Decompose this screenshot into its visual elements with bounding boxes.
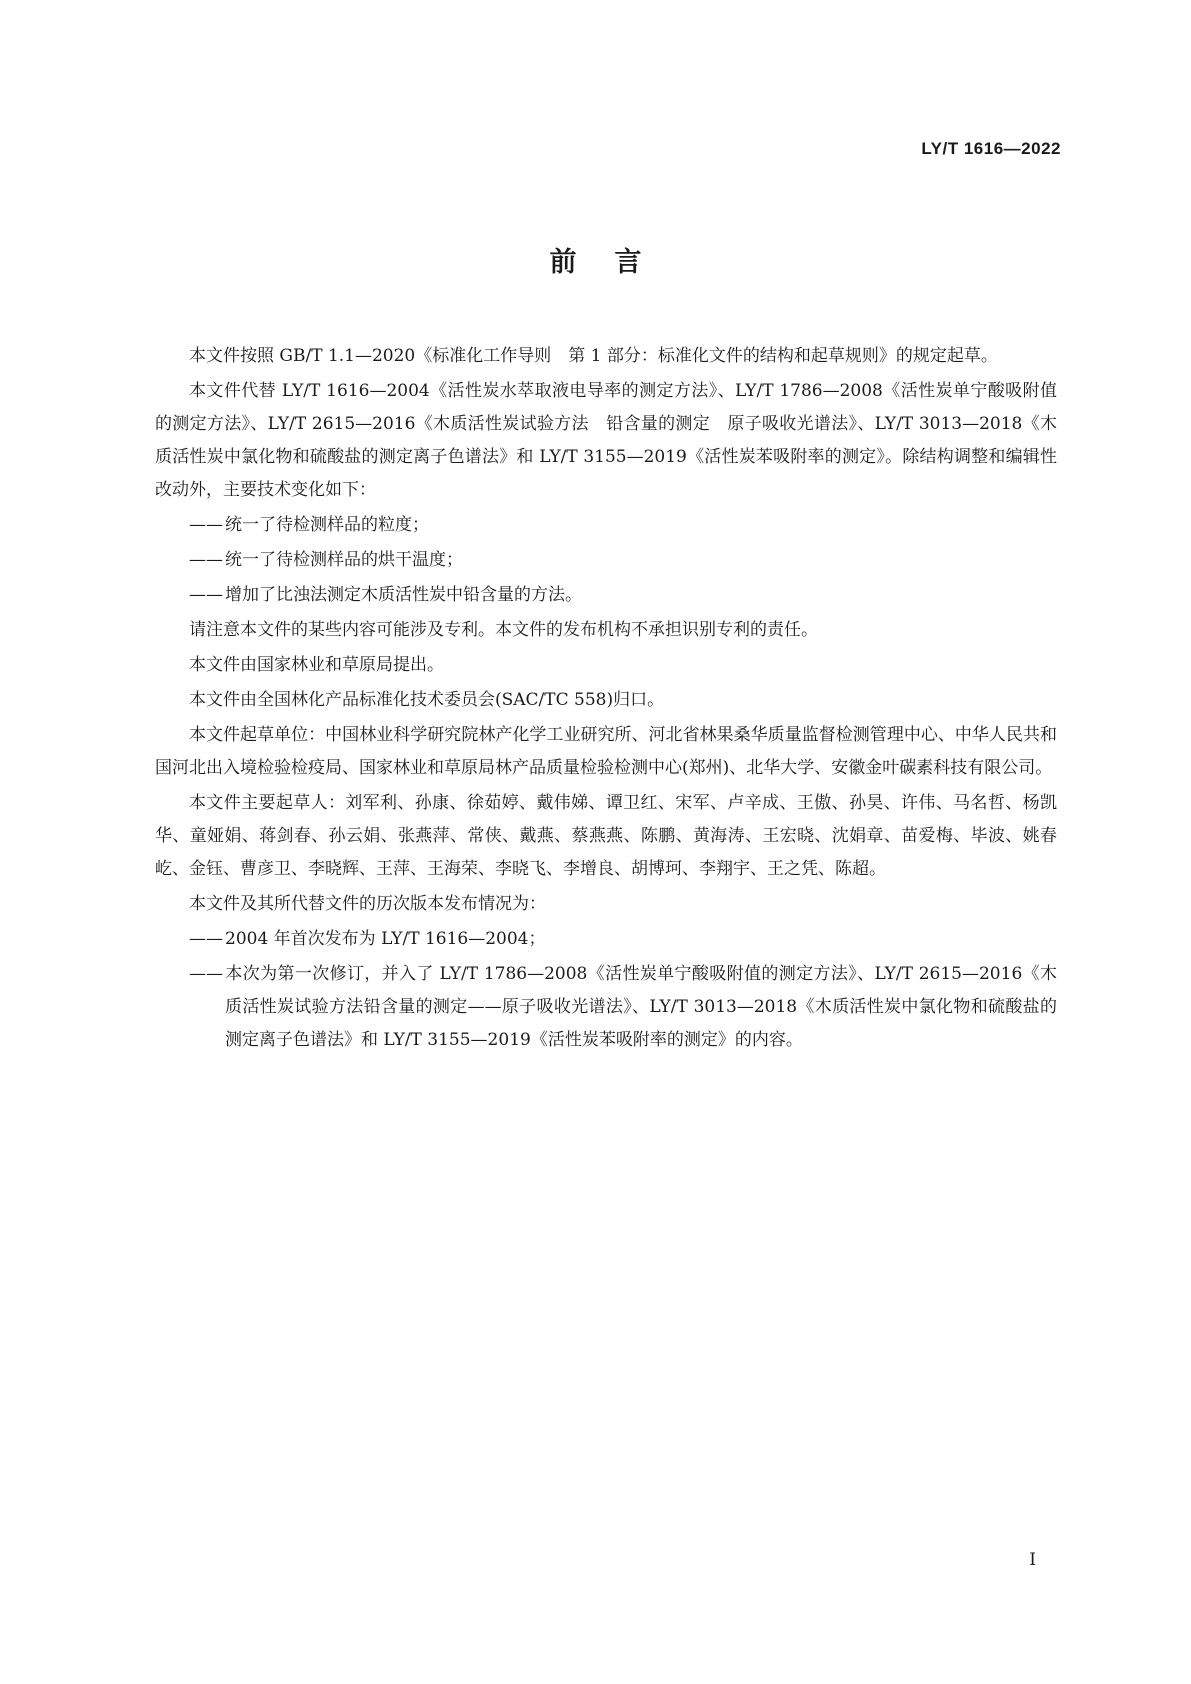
list-item-text: 统一了待检测样品的粒度； bbox=[225, 515, 429, 535]
paragraph-centralized-by: 本文件由全国林化产品标准化技术委员会(SAC/TC 558)归口。 bbox=[189, 690, 665, 710]
paragraph-proposed-by: 本文件由国家林业和草原局提出。 bbox=[189, 655, 444, 675]
paragraph-drafting-units: 本文件起草单位：中国林业科学研究院林产化学工业研究所、河北省林果桑华质量监督检测管理中心、中华人民共和国河北出入境检验检疫局、国家林业和草原局林产品质量检验检测中心(郑州)、北华大学、安徽金叶碳素科技有限公司。 bbox=[155, 725, 1057, 778]
dash-mark: —— bbox=[189, 929, 223, 949]
list-item-text: 增加了比浊法测定木质活性炭中铅含量的方法。 bbox=[225, 585, 582, 605]
preface-body bbox=[155, 340, 1057, 1059]
paragraph-patent-notice: 请注意本文件的某些内容可能涉及专利。本文件的发布机构不承担识别专利的责任。 bbox=[189, 620, 818, 640]
page-number: I bbox=[1029, 1550, 1036, 1570]
document-code: LY/T 1616—2022 bbox=[921, 139, 1061, 158]
dash-mark: —— bbox=[189, 585, 223, 605]
list-item-change bbox=[155, 509, 1057, 542]
dash-mark: —— bbox=[189, 550, 223, 570]
paragraph-drafting-rules: 本文件按照 GB/T 1.1—2020《标准化工作导则 第 1 部分：标准化文件的结构和起草规则》的规定起草。 bbox=[189, 346, 998, 366]
page-title: 前言 bbox=[549, 247, 680, 278]
list-item-history bbox=[155, 958, 1057, 1057]
paragraph-replaces: 本文件代替 LY/T 1616—2004《活性炭水萃取液电导率的测定方法》、LY/T 1786—2008《活性炭单宁酸吸附值的测定方法》、LY/T 2615—2016《木质活性炭试验方法 铅含量的测定 原子吸收光谱法》、LY/T 3013—2018《木质活性炭中氯化物和硫酸盐的测定离子色谱法》和 LY/T 3155—2019《活性炭苯吸附率的测定》。除结构调整和编辑性改动外，主要技术变化如下： bbox=[155, 381, 1057, 500]
paragraph-version-history: 本文件及其所代替文件的历次版本发布情况为： bbox=[189, 894, 546, 914]
list-item-history bbox=[155, 923, 1057, 956]
list-item-text: 统一了待检测样品的烘干温度； bbox=[225, 550, 463, 570]
list-item-text: 2004 年首次发布为 LY/T 1616—2004； bbox=[225, 929, 546, 949]
list-item-change bbox=[155, 544, 1057, 577]
dash-mark: —— bbox=[189, 515, 223, 535]
paragraph-drafters: 本文件主要起草人：刘军利、孙康、徐茹婷、戴伟娣、谭卫红、宋军、卢辛成、王傲、孙昊、许伟、马名哲、杨凯华、童娅娟、蒋剑春、孙云娟、张燕萍、常侠、戴燕、蔡燕燕、陈鹏、黄海涛、王宏晓、沈娟章、苗爱梅、毕波、姚春屹、金钰、曹彦卫、李晓辉、王萍、王海荣、李晓飞、李增良、胡博珂、李翔宇、王之凭、陈超。 bbox=[155, 793, 1057, 879]
list-item-change bbox=[155, 579, 1057, 612]
list-item-text: 本次为第一次修订，并入了 LY/T 1786—2008《活性炭单宁酸吸附值的测定方法》、LY/T 2615—2016《木质活性炭试验方法铅含量的测定——原子吸收光谱法》、LY/T 3013—2018《木质活性炭中氯化物和硫酸盐的测定离子色谱法》和 LY/T 3155—2019《活性炭苯吸附率的测定》的内容。 bbox=[225, 964, 1057, 1050]
dash-mark: —— bbox=[189, 964, 223, 984]
